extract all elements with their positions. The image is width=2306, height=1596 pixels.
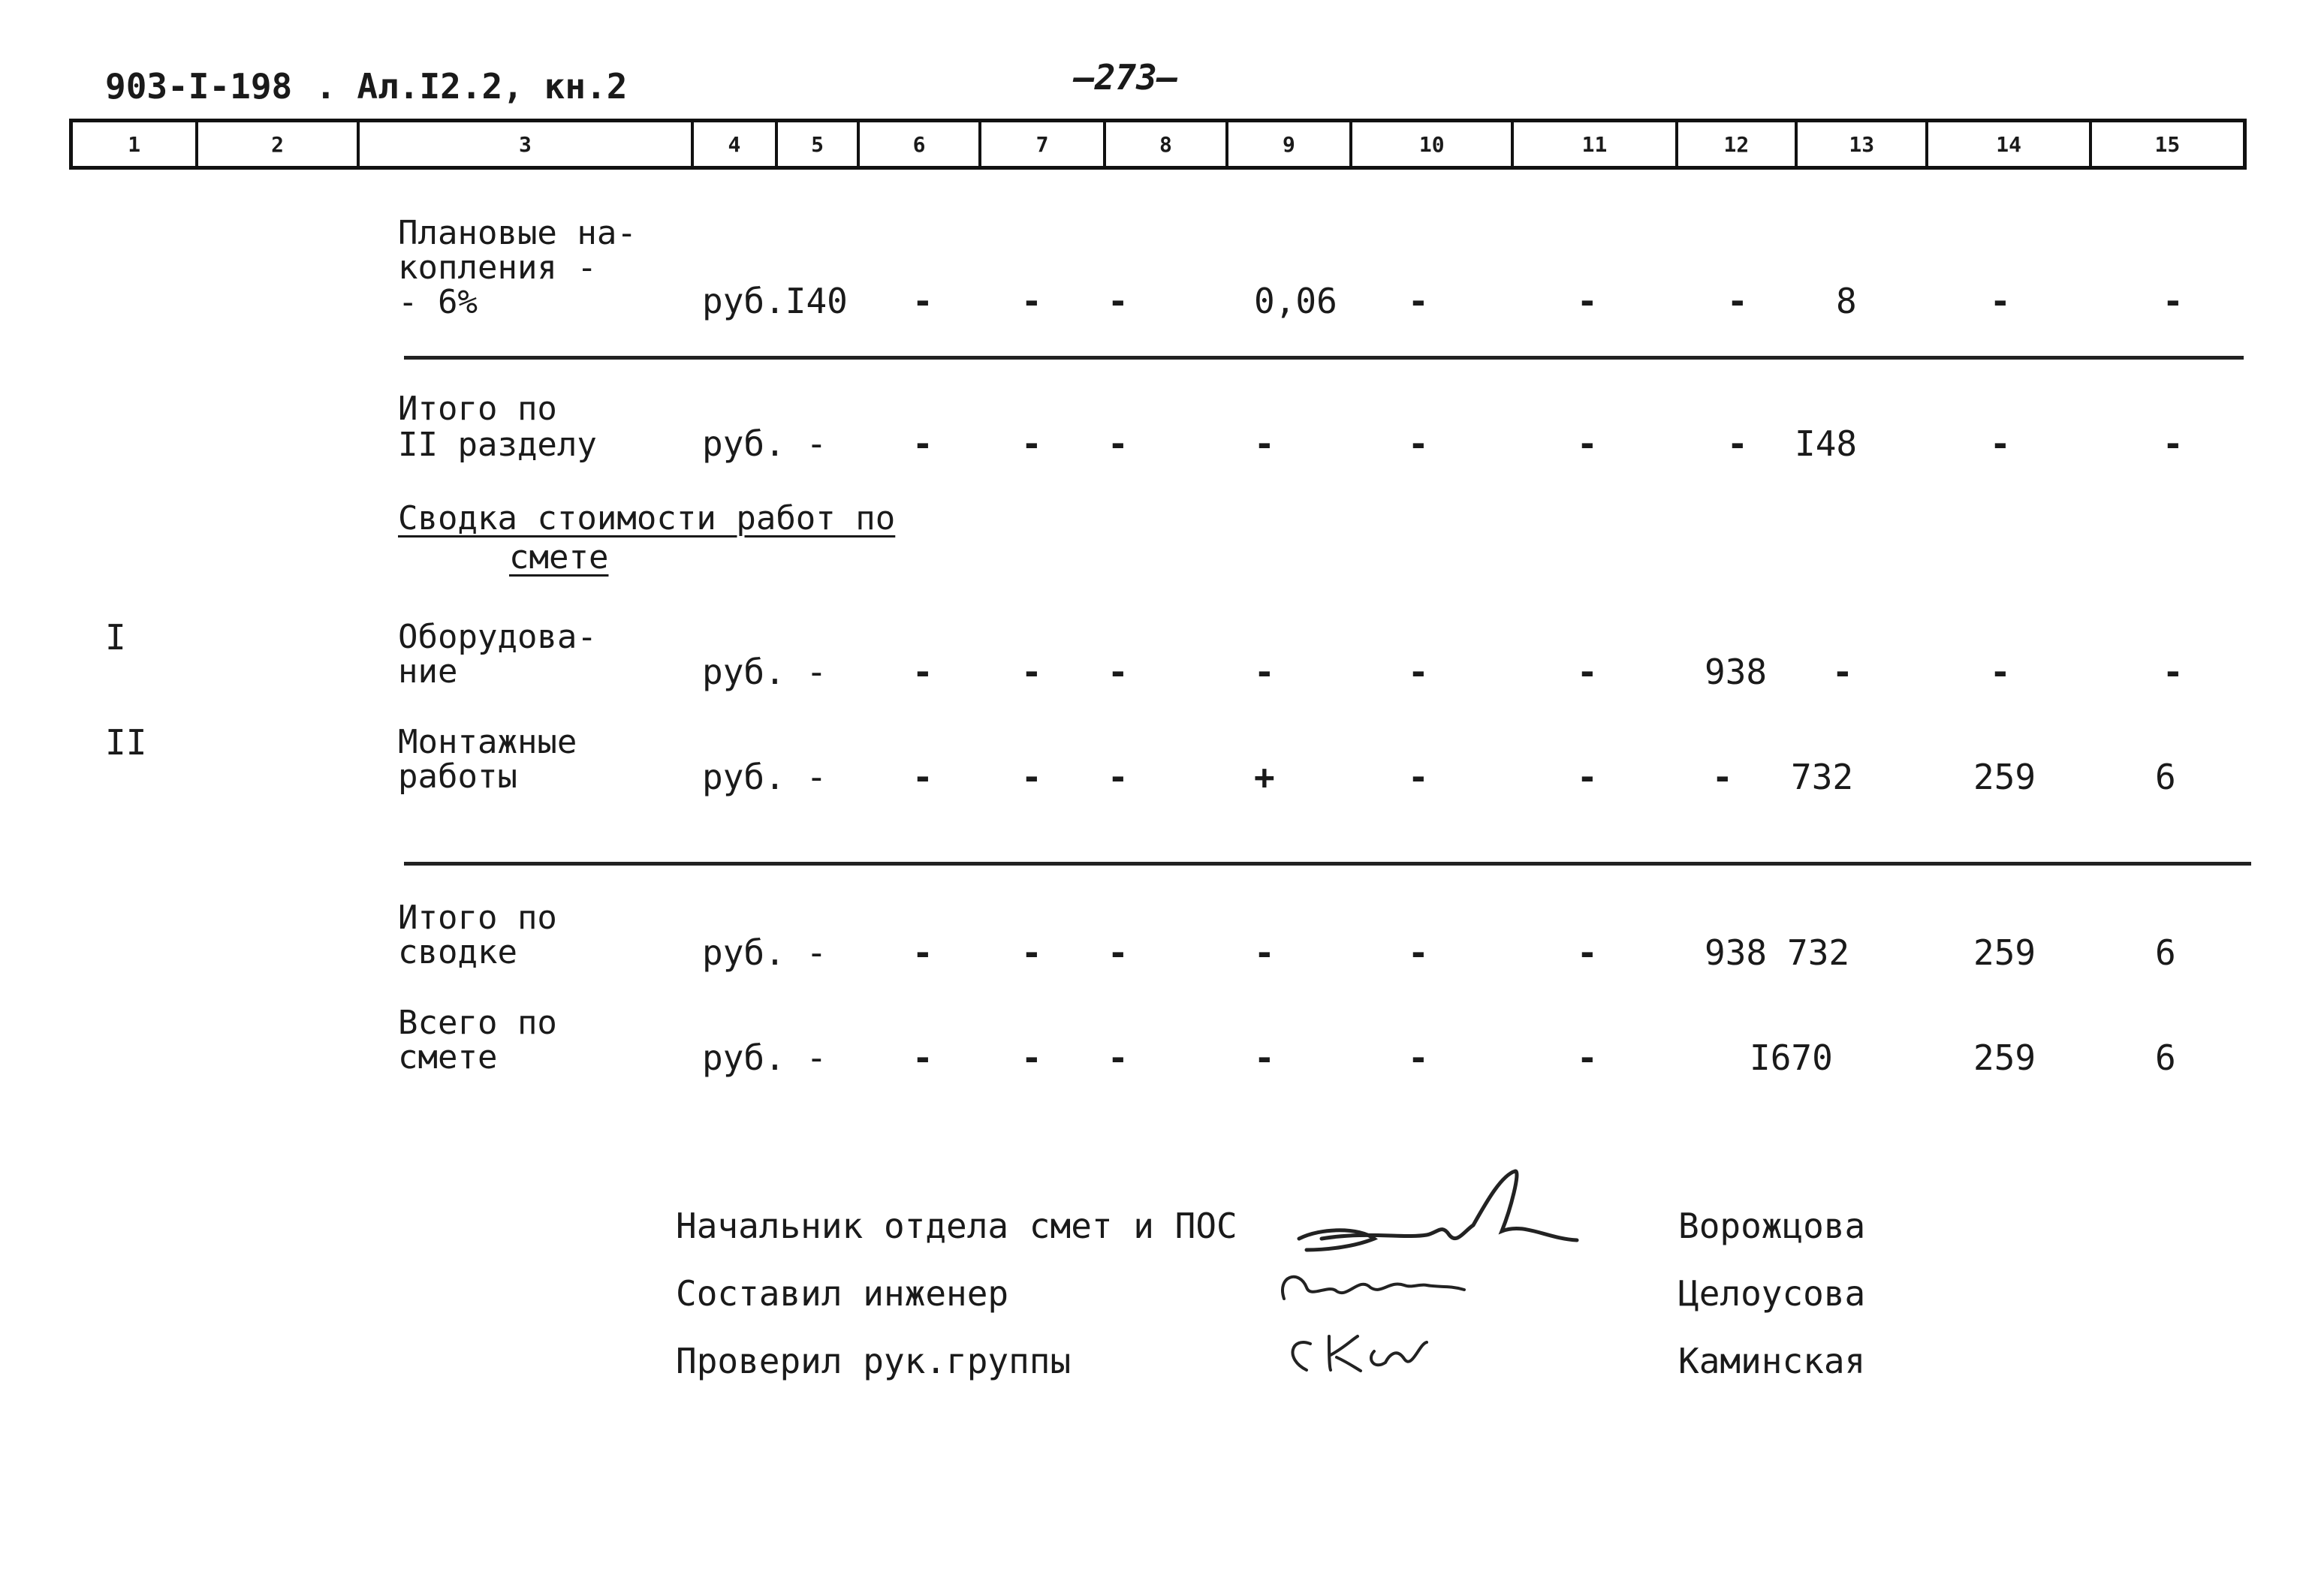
dash: -	[1577, 757, 1598, 797]
dash: -	[1577, 1037, 1598, 1078]
dash: -	[2163, 652, 2184, 692]
signature-stroke-engineer	[1283, 1277, 1464, 1299]
col12-value: 938	[1705, 932, 1768, 973]
dash: -	[1408, 281, 1429, 321]
column-number: 15	[2154, 131, 2181, 157]
section-rule	[404, 356, 2244, 360]
page-number: —273—	[1074, 57, 1178, 98]
dash: -	[1577, 423, 1598, 464]
signature-stroke-head	[1322, 1171, 1577, 1240]
column-number: 12	[1678, 122, 1798, 166]
dash: -	[1832, 652, 1853, 692]
dash: -	[1990, 423, 2011, 464]
dash: -	[1990, 652, 2011, 692]
col13-value: I48	[1795, 423, 1858, 464]
dash: -	[2163, 281, 2184, 321]
row-label-line: Итого по	[398, 899, 557, 937]
row-label-line: Оборудова-	[398, 618, 597, 656]
signature-name: Ворожцова	[1678, 1206, 1866, 1246]
dash: -	[1108, 1037, 1129, 1078]
row-number: I	[105, 617, 126, 658]
section-rule	[404, 862, 2251, 866]
dash: -	[1021, 1037, 1042, 1078]
col12-13-value: I670	[1750, 1037, 1833, 1078]
column-number: 3	[360, 122, 694, 166]
col15-value: 6	[2155, 757, 2176, 797]
row-label-line: копления -	[398, 248, 597, 287]
col13-value: 8	[1836, 281, 1857, 321]
dash: -	[1021, 281, 1042, 321]
row-label-line: Монтажные	[398, 723, 577, 761]
dash: -	[912, 281, 933, 321]
dash: -	[912, 932, 933, 973]
summary-section-title: Сводка стоимости работ по	[398, 499, 896, 538]
dash: -	[1408, 652, 1429, 692]
unit-value: руб. -	[702, 757, 827, 797]
col15-value: 6	[2155, 932, 2176, 973]
dash: -	[1021, 423, 1042, 464]
unit-value: руб. -	[702, 423, 827, 464]
dash: -	[1577, 932, 1598, 973]
dash: -	[1254, 423, 1275, 464]
dash: -	[1408, 1037, 1429, 1078]
dash: -	[1108, 281, 1129, 321]
unit-value: руб.I40	[702, 281, 848, 321]
row-label-line: Плановые на-	[398, 214, 637, 252]
column-number: 2	[198, 122, 359, 166]
row-label-line: Всего по	[398, 1004, 557, 1042]
dash: -	[1577, 652, 1598, 692]
signature-stroke-head	[1299, 1230, 1374, 1250]
dash: -	[1990, 281, 2011, 321]
column-number: 8	[1106, 122, 1228, 166]
row-label-line: - 6%	[398, 283, 478, 321]
col13-value: 732	[1791, 757, 1854, 797]
column-number-bar	[69, 119, 2247, 170]
unit-value: руб. -	[702, 1037, 827, 1078]
dash: -	[1108, 932, 1129, 973]
column-number: 5	[778, 122, 861, 166]
row-label-line: Итого по	[398, 390, 557, 428]
dash: -	[1712, 757, 1733, 797]
dash: -	[912, 423, 933, 464]
row-number: II	[105, 722, 147, 763]
column-number: 1	[73, 122, 198, 166]
signature-name: Целоусова	[1678, 1273, 1866, 1314]
column-number: 4	[694, 122, 778, 166]
row-label-line: работы	[398, 757, 517, 796]
document-code: 903-I-198	[105, 66, 293, 107]
unit-value: руб. -	[702, 932, 827, 973]
col15-value: 6	[2155, 1037, 2176, 1078]
column-number: 13	[1798, 122, 1928, 166]
row-label-line: II разделу	[398, 426, 597, 464]
dash: -	[912, 757, 933, 797]
dash: -	[1408, 423, 1429, 464]
dash: -	[1254, 1037, 1275, 1078]
signature-role: Начальник отдела смет и ПОС	[676, 1206, 1237, 1246]
dash: -	[1408, 932, 1429, 973]
signature-stroke-checker	[1292, 1336, 1427, 1371]
dash: -	[912, 1037, 933, 1078]
dash: -	[1254, 932, 1275, 973]
signature-role: Проверил рук.группы	[676, 1341, 1072, 1381]
dash: -	[1727, 423, 1748, 464]
column-number: 14	[1928, 122, 2091, 166]
dash: -	[1727, 281, 1748, 321]
col13-value: 732	[1787, 932, 1850, 973]
summary-section-title-cont: смете	[509, 538, 609, 577]
dash: -	[1108, 652, 1129, 692]
row-label-line: сводке	[398, 933, 517, 971]
column-number: 11	[1514, 122, 1678, 166]
dash: -	[1254, 652, 1275, 692]
dash: +	[1254, 757, 1275, 797]
column-number: 10	[1352, 122, 1514, 166]
album-reference: . Ал.I2.2, кн.2	[315, 66, 628, 107]
row-label-line: смете	[398, 1038, 498, 1077]
col14-value: 259	[1973, 757, 2036, 797]
dash: -	[1021, 757, 1042, 797]
dash: -	[1021, 932, 1042, 973]
row-label-line: ние	[398, 652, 458, 691]
col9-value: 0,06	[1254, 281, 1337, 321]
dash: -	[1108, 423, 1129, 464]
dash: -	[2163, 423, 2184, 464]
signature-name: Каминская	[1678, 1341, 1866, 1381]
handwritten-signatures	[1277, 1156, 1652, 1396]
dash: -	[912, 652, 933, 692]
column-number: 7	[981, 122, 1106, 166]
dash: -	[1408, 757, 1429, 797]
col14-value: 259	[1973, 932, 2036, 973]
column-number: 9	[1228, 122, 1352, 166]
column-number: 6	[860, 122, 981, 166]
dash: -	[1021, 652, 1042, 692]
col14-value: 259	[1973, 1037, 2036, 1078]
dash: -	[1108, 757, 1129, 797]
dash: -	[1577, 281, 1598, 321]
unit-value: руб. -	[702, 652, 827, 692]
signature-role: Составил инженер	[676, 1273, 1009, 1314]
col12-value: 938	[1705, 652, 1768, 692]
